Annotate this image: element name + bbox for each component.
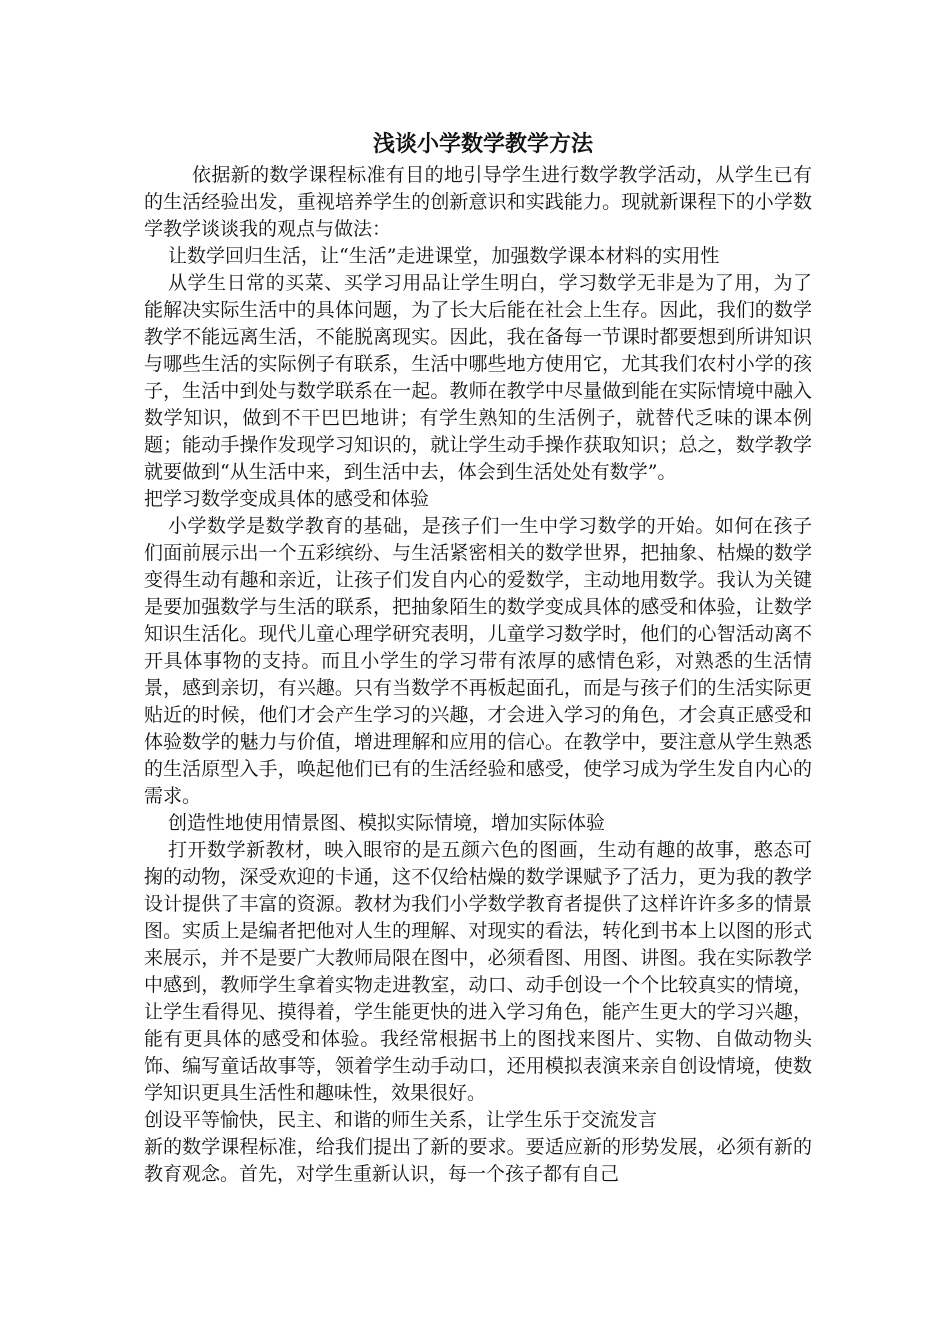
section-heading-relationship: 创设平等愉快，民主、和谐的师生关系，让学生乐于交流发言 <box>144 1109 658 1131</box>
paragraph-life: 从学生日常的买菜、买学习用品让学生明白，学习数学无非是为了用，为了能解决实际生活中的具体问题，为了长大后能在社会上生存。因此，我们的数学教学不能远离生活，不能脱离现实。因此，我在备每一节课时都要想到所讲知识与哪些生活的实际例子有联系，生活中哪些地方使用它，尤其我们农村小学的孩子，生活中到处与数学联系在一起。教师在教学中尽量做到能在实际情境中融入数学知识，做到不干巴巴地讲；有学生熟知的生活例子，就替代乏味的课本例题；能动手操作发现学习知识的，就让学生动手操作获取知识；总之，数学教学就要做到“从生活中来，到生活中去，体会到生活处处有数学”。 <box>144 272 812 483</box>
document-page <box>144 128 812 1188</box>
paragraph-scenes: 打开数学新教材，映入眼帘的是五颜六色的图画，生动有趣的故事，憨态可掬的动物，深受欢迎的卡通，这不仅给枯燥的数学课赋予了活力，更为我的教学设计提供了丰富的资源。教材为我们小学数学教育者提供了这样许许多多的情景图。实质上是编者把他对人生的理解、对现实的看法，转化到书本上以图的形式来展示，并不是要广大教师局限在图中，必须看图、用图、讲图。我在实际教学中感到，教师学生拿着实物走进教室，动口、动手创设一个个比较真实的情境，让学生看得见、摸得着，学生能更快的进入学习角色，能产生更大的学习兴趣，能有更具体的感受和体验。我经常根据书上的图找来图片、实物、自做动物头饰、编写童话故事等，领着学生动手动口，还用模拟表演来亲自创设情境，使数学知识更具生活性和趣味性，效果很好。 <box>144 839 812 1104</box>
section-heading-scenes: 创造性地使用情景图、模拟实际情境，增加实际体验 <box>168 812 606 834</box>
paragraph-intro: 依据新的数学课程标准有目的地引导学生进行数学教学活动，从学生已有的生活经验出发，重视培养学生的创新意识和实践能力。现就新课程下的小学数学教学谈谈我的观点与做法： <box>144 164 812 240</box>
paragraph-relationship: 新的数学课程标准，给我们提出了新的要求。要适应新的形势发展，必须有新的教育观念。首先，对学生重新认识，每一个孩子都有自己 <box>144 1136 812 1185</box>
document-title: 浅谈小学数学教学方法 <box>372 131 593 157</box>
paragraph-experience: 小学数学是数学教育的基础，是孩子们一生中学习数学的开始。如何在孩子们面前展示出一个五彩缤纷、与生活紧密相关的数学世界，把抽象、枯燥的数学变得生动有趣和亲近，让孩子们发自内心的爱数学，主动地用数学。我认为关键是要加强数学与生活的联系，把抽象陌生的数学变成具体的感受和体验，让数学知识生活化。现代儿童心理学研究表明，儿童学习数学时，他们的心智活动离不开具体事物的支持。而且小学生的学习带有浓厚的感情色彩，对熟悉的生活情景，感到亲切，有兴趣。只有当数学不再板起面孔，而是与孩子们的生活实际更贴近的时候，他们才会产生学习的兴趣，才会进入学习的角色，才会真正感受和体验数学的魅力与价值，增进理解和应用的信心。在教学中，要注意从学生熟悉的生活原型入手，唤起他们已有的生活经验和感受，使学习成为学生发自内心的需求。 <box>144 515 812 807</box>
section-heading-experience: 把学习数学变成具体的感受和体验 <box>144 488 430 510</box>
section-heading-life: 让数学回归生活，让“生活”走进课堂，加强数学课本材料的实用性 <box>168 245 720 267</box>
